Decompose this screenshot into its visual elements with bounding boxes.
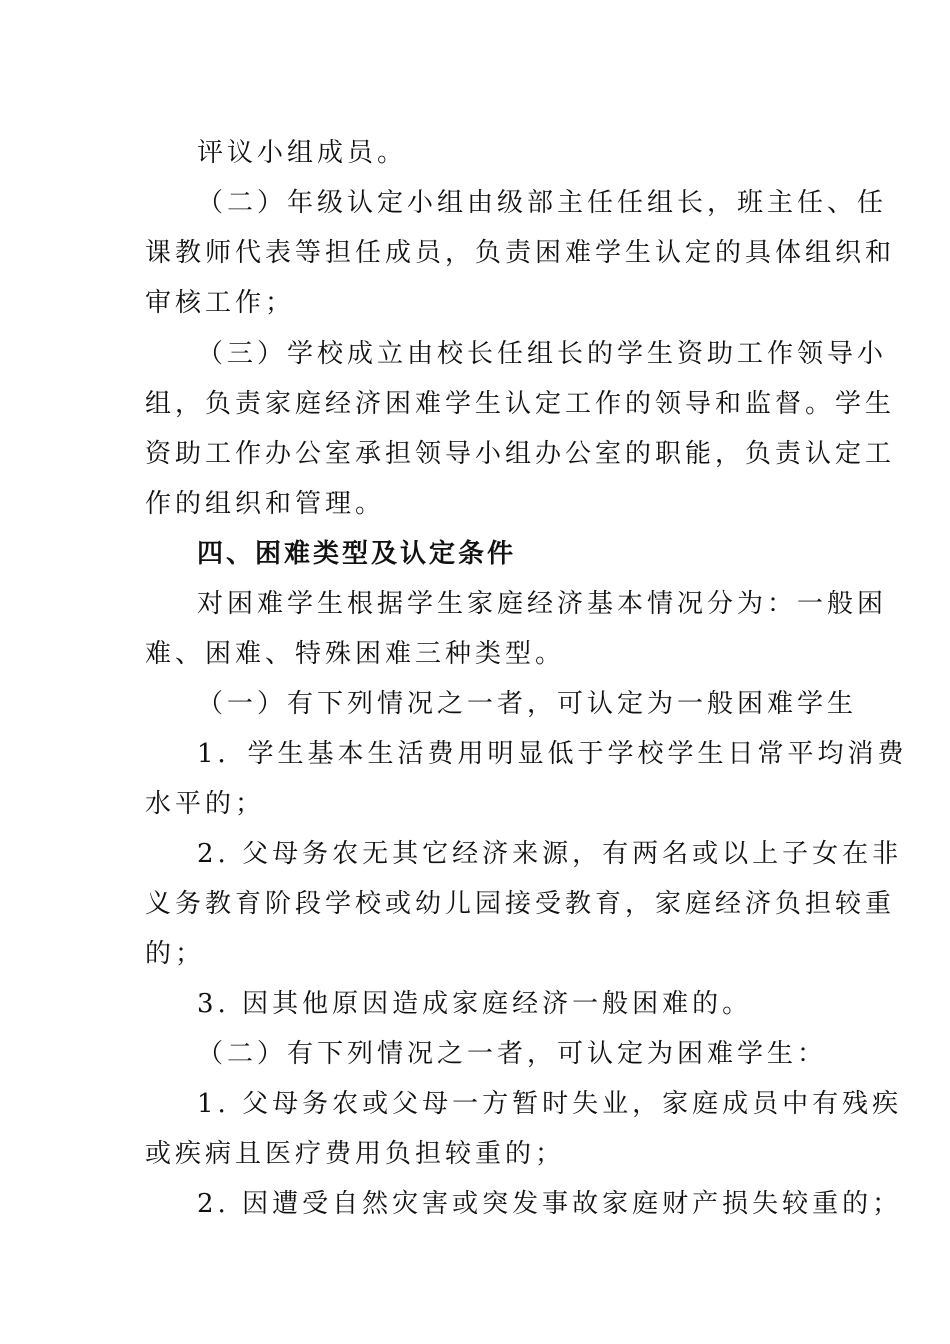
paragraph-line: （二）年级认定小组由级部主任任组长，班主任、任 (197, 188, 888, 218)
paragraph-line: 对困难学生根据学生家庭经济基本情况分为：一般困 (197, 589, 888, 619)
paragraph-line: 课教师代表等担任成员，负责困难学生认定的具体组织和 (145, 238, 896, 268)
paragraph-line: 1．学生基本生活费用明显低于学校学生日常平均消费 (197, 739, 908, 769)
paragraph-line: 组，负责家庭经济困难学生认定工作的领导和监督。学生 (145, 389, 896, 419)
paragraph-line: 难、困难、特殊困难三种类型。 (145, 639, 566, 669)
paragraph-line: （二）有下列情况之一者，可认定为困难学生： (197, 1039, 828, 1069)
paragraph-line: 资助工作办公室承担领导小组办公室的职能，负责认定工 (145, 439, 896, 469)
paragraph-line: 3. 因其他原因造成家庭经济一般困难的。 (197, 989, 753, 1019)
paragraph-line: （三）学校成立由校长任组长的学生资助工作领导小 (197, 339, 888, 369)
section-heading: 四、困难类型及认定条件 (197, 539, 517, 569)
paragraph-line: （一）有下列情况之一者，可认定为一般困难学生 (197, 689, 858, 719)
paragraph-line: 2. 因遭受自然灾害或突发事故家庭财产损失较重的； (197, 1189, 903, 1219)
paragraph-line: 义务教育阶段学校或幼儿园接受教育，家庭经济负担较重 (145, 889, 896, 919)
paragraph-line: 水平的； (145, 789, 266, 819)
paragraph-line: 评议小组成员。 (197, 138, 408, 168)
paragraph-line: 作的组织和管理。 (145, 489, 386, 519)
paragraph-line: 2. 父母务农无其它经济来源，有两名或以上子女在非 (197, 839, 903, 869)
paragraph-line: 或疾病且医疗费用负担较重的； (145, 1139, 566, 1169)
paragraph-line: 的； (145, 939, 206, 969)
paragraph-line: 审核工作； (145, 288, 296, 318)
paragraph-line: 1. 父母务农或父母一方暂时失业，家庭成员中有残疾 (197, 1089, 903, 1119)
